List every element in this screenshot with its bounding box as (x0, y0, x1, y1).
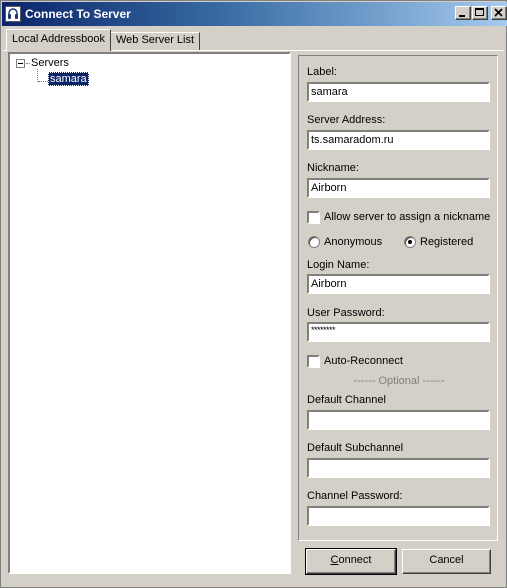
default-subchannel-caption: Default Subchannel (307, 442, 404, 454)
nickname-caption: Nickname: (307, 162, 359, 174)
tree-node-servers[interactable]: Servers (31, 57, 69, 69)
user-password-field[interactable]: ******** (307, 322, 490, 342)
server-settings-panel (298, 55, 498, 541)
tree-line (26, 63, 30, 64)
default-subchannel-field[interactable] (307, 458, 490, 478)
login-name-field[interactable]: Airborn (307, 274, 490, 294)
anonymous-label[interactable]: Anonymous (324, 236, 383, 248)
auto-reconnect-checkbox[interactable] (307, 355, 320, 368)
allow-nickname-checkbox[interactable] (307, 211, 320, 224)
tree-node-samara[interactable]: samara (50, 73, 87, 85)
minimize-button[interactable] (455, 6, 471, 20)
auto-reconnect-label[interactable]: Auto-Reconnect (324, 355, 403, 367)
label-caption: Label: (307, 66, 337, 78)
registered-label[interactable]: Registered (420, 236, 474, 248)
channel-password-field[interactable] (307, 506, 490, 526)
user-password-caption: User Password: (307, 307, 385, 319)
cancel-button[interactable]: Cancel (402, 549, 491, 574)
connect-accesskey: C (330, 554, 339, 566)
server-tree[interactable] (8, 52, 291, 574)
close-icon (492, 7, 506, 19)
connect-label: onnect (338, 554, 372, 566)
default-channel-caption: Default Channel (307, 394, 386, 406)
maximize-icon (473, 7, 487, 19)
collapse-icon[interactable] (16, 59, 25, 68)
maximize-button[interactable] (472, 6, 488, 20)
allow-nickname-label[interactable]: Allow server to assign a nickname (324, 211, 491, 223)
server-address-field[interactable]: ts.samaradom.ru (307, 130, 490, 150)
anonymous-radio[interactable] (308, 236, 320, 248)
login-name-caption: Login Name: (307, 259, 370, 271)
title-bar[interactable] (2, 2, 507, 26)
nickname-field[interactable]: Airborn (307, 178, 490, 198)
optional-divider: ------ Optional ------ (353, 375, 445, 387)
server-address-caption: Server Address: (307, 114, 386, 126)
connect-button[interactable] (306, 549, 396, 574)
channel-password-caption: Channel Password: (307, 490, 403, 502)
registered-radio[interactable] (404, 236, 416, 248)
headset-icon (5, 6, 21, 22)
tab-web-server-list[interactable]: Web Server List (110, 32, 200, 50)
close-button[interactable] (491, 6, 507, 20)
minimize-icon (456, 7, 470, 19)
tree-line (38, 81, 48, 82)
tab-local-addressbook[interactable]: Local Addressbook (6, 29, 111, 51)
default-channel-field[interactable] (307, 410, 490, 430)
label-field[interactable]: samara (307, 82, 490, 102)
window-title: Connect To Server (25, 7, 131, 21)
